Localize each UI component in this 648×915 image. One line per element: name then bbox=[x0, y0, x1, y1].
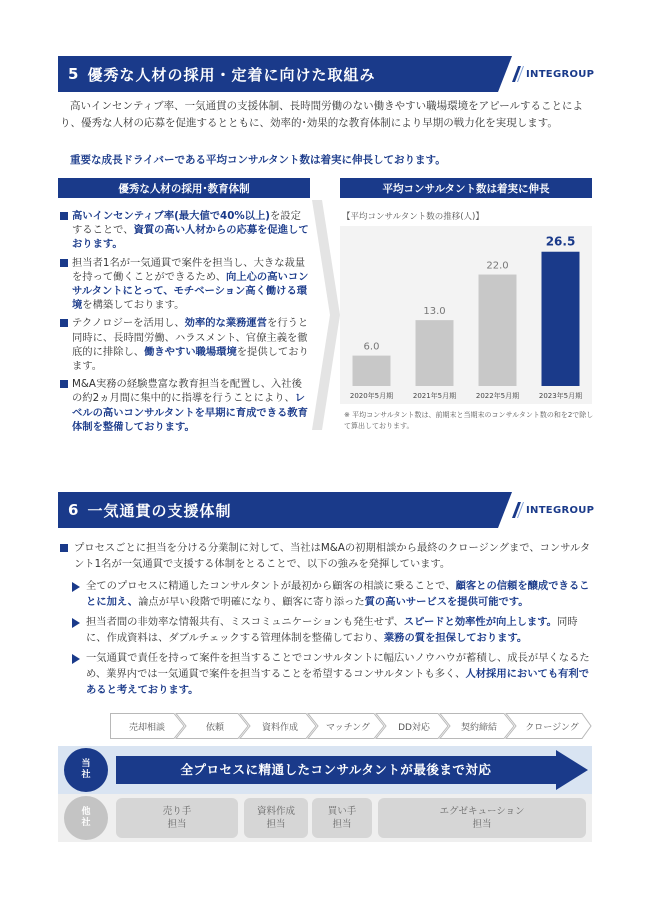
our-company-label-text: 当社 bbox=[81, 759, 91, 780]
bar-2020年5月期 bbox=[353, 356, 391, 386]
emphasis-text: 業務の質を担保しております。 bbox=[383, 632, 528, 644]
left-subheading bbox=[58, 178, 310, 198]
plain-text: を行うと同時に、長時間労働、ハラスメント、官僚主義を徹底的に排除し、 bbox=[72, 317, 309, 358]
plain-text: 担当者間の非効率な情報共有、ミスコミュニケーションも発生せず、 bbox=[86, 616, 404, 628]
recruitment-bullet-list bbox=[60, 209, 310, 438]
triangle-bullet-icon bbox=[72, 654, 80, 664]
bar-value-label: 6.0 bbox=[363, 341, 380, 353]
bullet-item bbox=[60, 316, 310, 373]
section6-intro bbox=[60, 540, 592, 572]
plain-text: 全てのプロセスに精通したコンサルタントが最初から顧客の相談に乗ることで、 bbox=[86, 580, 456, 592]
category-tick-label: 2020年5月期 bbox=[349, 392, 394, 400]
section6-body bbox=[60, 540, 592, 702]
other-role-text: 担当 bbox=[167, 819, 187, 830]
other-role-text: 買い手 bbox=[327, 806, 357, 817]
plain-text: 一気通貫で責任を持って案件を担当することでコンサルタントに幅広いノウハウが蓄積し、成長が早くなるため、業界内では一気通貫で案件を担当することを希望するコンサルタントも多く、 bbox=[86, 652, 590, 680]
other-role-box bbox=[244, 798, 308, 838]
process-step-label: DD対応 bbox=[398, 722, 430, 733]
square-bullet-icon bbox=[60, 319, 68, 327]
other-role-text: 売り手 bbox=[162, 806, 192, 817]
plain-text: 担当者1名が一気通貫で案件を担当し、大きな裁量を持って働くことができるため、 bbox=[72, 256, 306, 283]
section5-logo bbox=[510, 66, 594, 82]
plain-text: 論点が早い段階で明確になり、顧客に寄り添った bbox=[138, 596, 365, 608]
other-role-text: 担当 bbox=[266, 819, 286, 830]
strength-item bbox=[72, 650, 592, 698]
section6-header bbox=[58, 492, 498, 528]
section5-title: 優秀な人材の採用・定着に向けた取組み bbox=[87, 65, 376, 84]
section5-intro: 高いインセンティブ率、一気通貫の支援体制、長時間労働のない働きやすい職場環境をアピールすることにより、優秀な人材の応募を促進するとともに、効率的･効果的な教育体制により早期の戦力化を実現します。 bbox=[60, 100, 584, 129]
chart-note: ※ 平均コンサルタント数は、前期末と当期末のコンサルタント数の和を2で除して算出しております。 bbox=[344, 411, 594, 430]
other-role-box bbox=[116, 798, 238, 838]
plain-text: テクノロジーを活用し、 bbox=[72, 317, 185, 330]
square-bullet-icon bbox=[60, 259, 68, 267]
other-role-box bbox=[378, 798, 586, 838]
bullet-item bbox=[60, 209, 310, 252]
section6-title: 一気通貫の支援体制 bbox=[87, 501, 232, 520]
strength-text bbox=[86, 616, 578, 644]
section5-header bbox=[58, 56, 498, 92]
emphasis-text: 質の高いサービスを提供可能です。 bbox=[364, 596, 529, 608]
triangle-bullet-icon bbox=[72, 618, 80, 628]
chevron-right-icon bbox=[312, 200, 340, 430]
plain-text: 同時に、作成資料は、ダブルチェックする管理体制を整備しており、 bbox=[86, 616, 578, 644]
section5-number: 5 bbox=[68, 65, 80, 83]
right-subheading bbox=[340, 178, 592, 198]
emphasis-text: 向上心の高いコンサルタントにとって、モチベーション高く働ける環境 bbox=[72, 270, 309, 312]
category-tick-label: 2023年5月期 bbox=[538, 392, 583, 400]
section6-logo-text: INTEGROUP bbox=[526, 504, 595, 516]
category-tick-label: 2021年5月期 bbox=[412, 392, 457, 400]
plain-text: を設定することで、 bbox=[72, 210, 301, 237]
chart-title: 【平均コンサルタント数の推移(人)】 bbox=[342, 212, 484, 222]
other-role-text: エグゼキューション bbox=[439, 806, 525, 817]
section6-number: 6 bbox=[68, 501, 80, 519]
process-step-label: 依頼 bbox=[205, 722, 224, 733]
strength-item bbox=[72, 614, 592, 646]
bar-value-label: 13.0 bbox=[423, 306, 446, 318]
plain-text: を提供しております。 bbox=[72, 345, 309, 373]
bullet-text bbox=[72, 317, 309, 372]
emphasis-text: スピードと効率性が向上します。 bbox=[403, 616, 557, 628]
bar-value-label: 22.0 bbox=[486, 260, 509, 272]
section5-highlight: 重要な成長ドライバーである平均コンサルタント数は着実に伸長しております。 bbox=[70, 154, 446, 166]
consultant-bar-chart bbox=[340, 226, 592, 406]
emphasis-text: 効率的な業務運営 bbox=[184, 317, 268, 330]
other-role-box bbox=[312, 798, 372, 838]
square-bullet-icon bbox=[60, 380, 68, 388]
our-company-label bbox=[64, 748, 108, 792]
bar-2021年5月期 bbox=[416, 320, 454, 386]
bar-value-label: 26.5 bbox=[545, 234, 576, 249]
triangle-bullet-icon bbox=[72, 582, 80, 592]
strength-text bbox=[86, 652, 590, 696]
plain-text: M&A実務の経験豊富な教育担当を配置し、入社後の約2ヵ月間に集中的に指導を行うことにより、 bbox=[72, 378, 302, 405]
strength-list bbox=[60, 578, 592, 698]
emphasis-text: 高いインセンティブ率(最大値で40%以上) bbox=[72, 210, 270, 222]
other-company-label-text: 他社 bbox=[81, 807, 91, 828]
square-bullet-icon bbox=[60, 544, 68, 552]
emphasis-text: 人材採用においても有利であると考えております。 bbox=[86, 668, 590, 696]
strength-item bbox=[72, 578, 592, 610]
emphasis-text: 資質の高い人材からの応募を促進しております。 bbox=[72, 224, 309, 251]
other-company-label bbox=[64, 796, 108, 840]
process-step-label: 契約締結 bbox=[460, 722, 497, 733]
other-role-text: 担当 bbox=[472, 819, 492, 830]
bullet-text bbox=[72, 378, 308, 433]
plain-text: を構築しております。 bbox=[82, 299, 185, 312]
process-step-label: 資料作成 bbox=[261, 722, 298, 733]
bullet-text bbox=[72, 257, 308, 312]
bullet-item bbox=[60, 256, 310, 313]
bar-2023年5月期 bbox=[542, 252, 580, 386]
section6-logo bbox=[510, 502, 594, 518]
square-bullet-icon bbox=[60, 212, 68, 220]
process-step-label: クロージング bbox=[525, 722, 579, 733]
section6-intro-text: プロセスごとに担当を分ける分業制に対して、当社はM&Aの初期相談から最終のクロージングまで、コンサルタント1名が一気通貫で支援する体制をとることで、以下の強みを発揮しています。 bbox=[74, 542, 591, 570]
process-step-label: マッチング bbox=[325, 722, 370, 733]
our-process-banner: 全プロセスに精通したコンサルタントが最後まで対応 bbox=[180, 762, 492, 777]
emphasis-text: 働きやすい職場環境 bbox=[144, 345, 237, 358]
integroup-logo-icon bbox=[510, 66, 524, 82]
right-subheading-text: 平均コンサルタント数は着実に伸長 bbox=[382, 182, 550, 195]
category-tick-label: 2022年5月期 bbox=[475, 392, 520, 400]
bar-2022年5月期 bbox=[479, 275, 517, 386]
left-subheading-text: 優秀な人材の採用･教育体制 bbox=[118, 182, 250, 195]
emphasis-text: 顧客との信頼を醸成できることに加え、 bbox=[86, 580, 590, 608]
section5-logo-text: INTEGROUP bbox=[526, 68, 595, 80]
process-step-label: 売却相談 bbox=[128, 722, 165, 733]
other-role-text: 担当 bbox=[332, 819, 352, 830]
bullet-item bbox=[60, 377, 310, 434]
strength-text bbox=[86, 580, 589, 608]
bullet-text bbox=[72, 210, 309, 250]
emphasis-text: レベルの高いコンサルタントを早期に育成できる教育体制を整備しております。 bbox=[72, 392, 308, 433]
other-role-text: 資料作成 bbox=[256, 806, 295, 817]
integroup-logo-icon bbox=[510, 502, 524, 518]
